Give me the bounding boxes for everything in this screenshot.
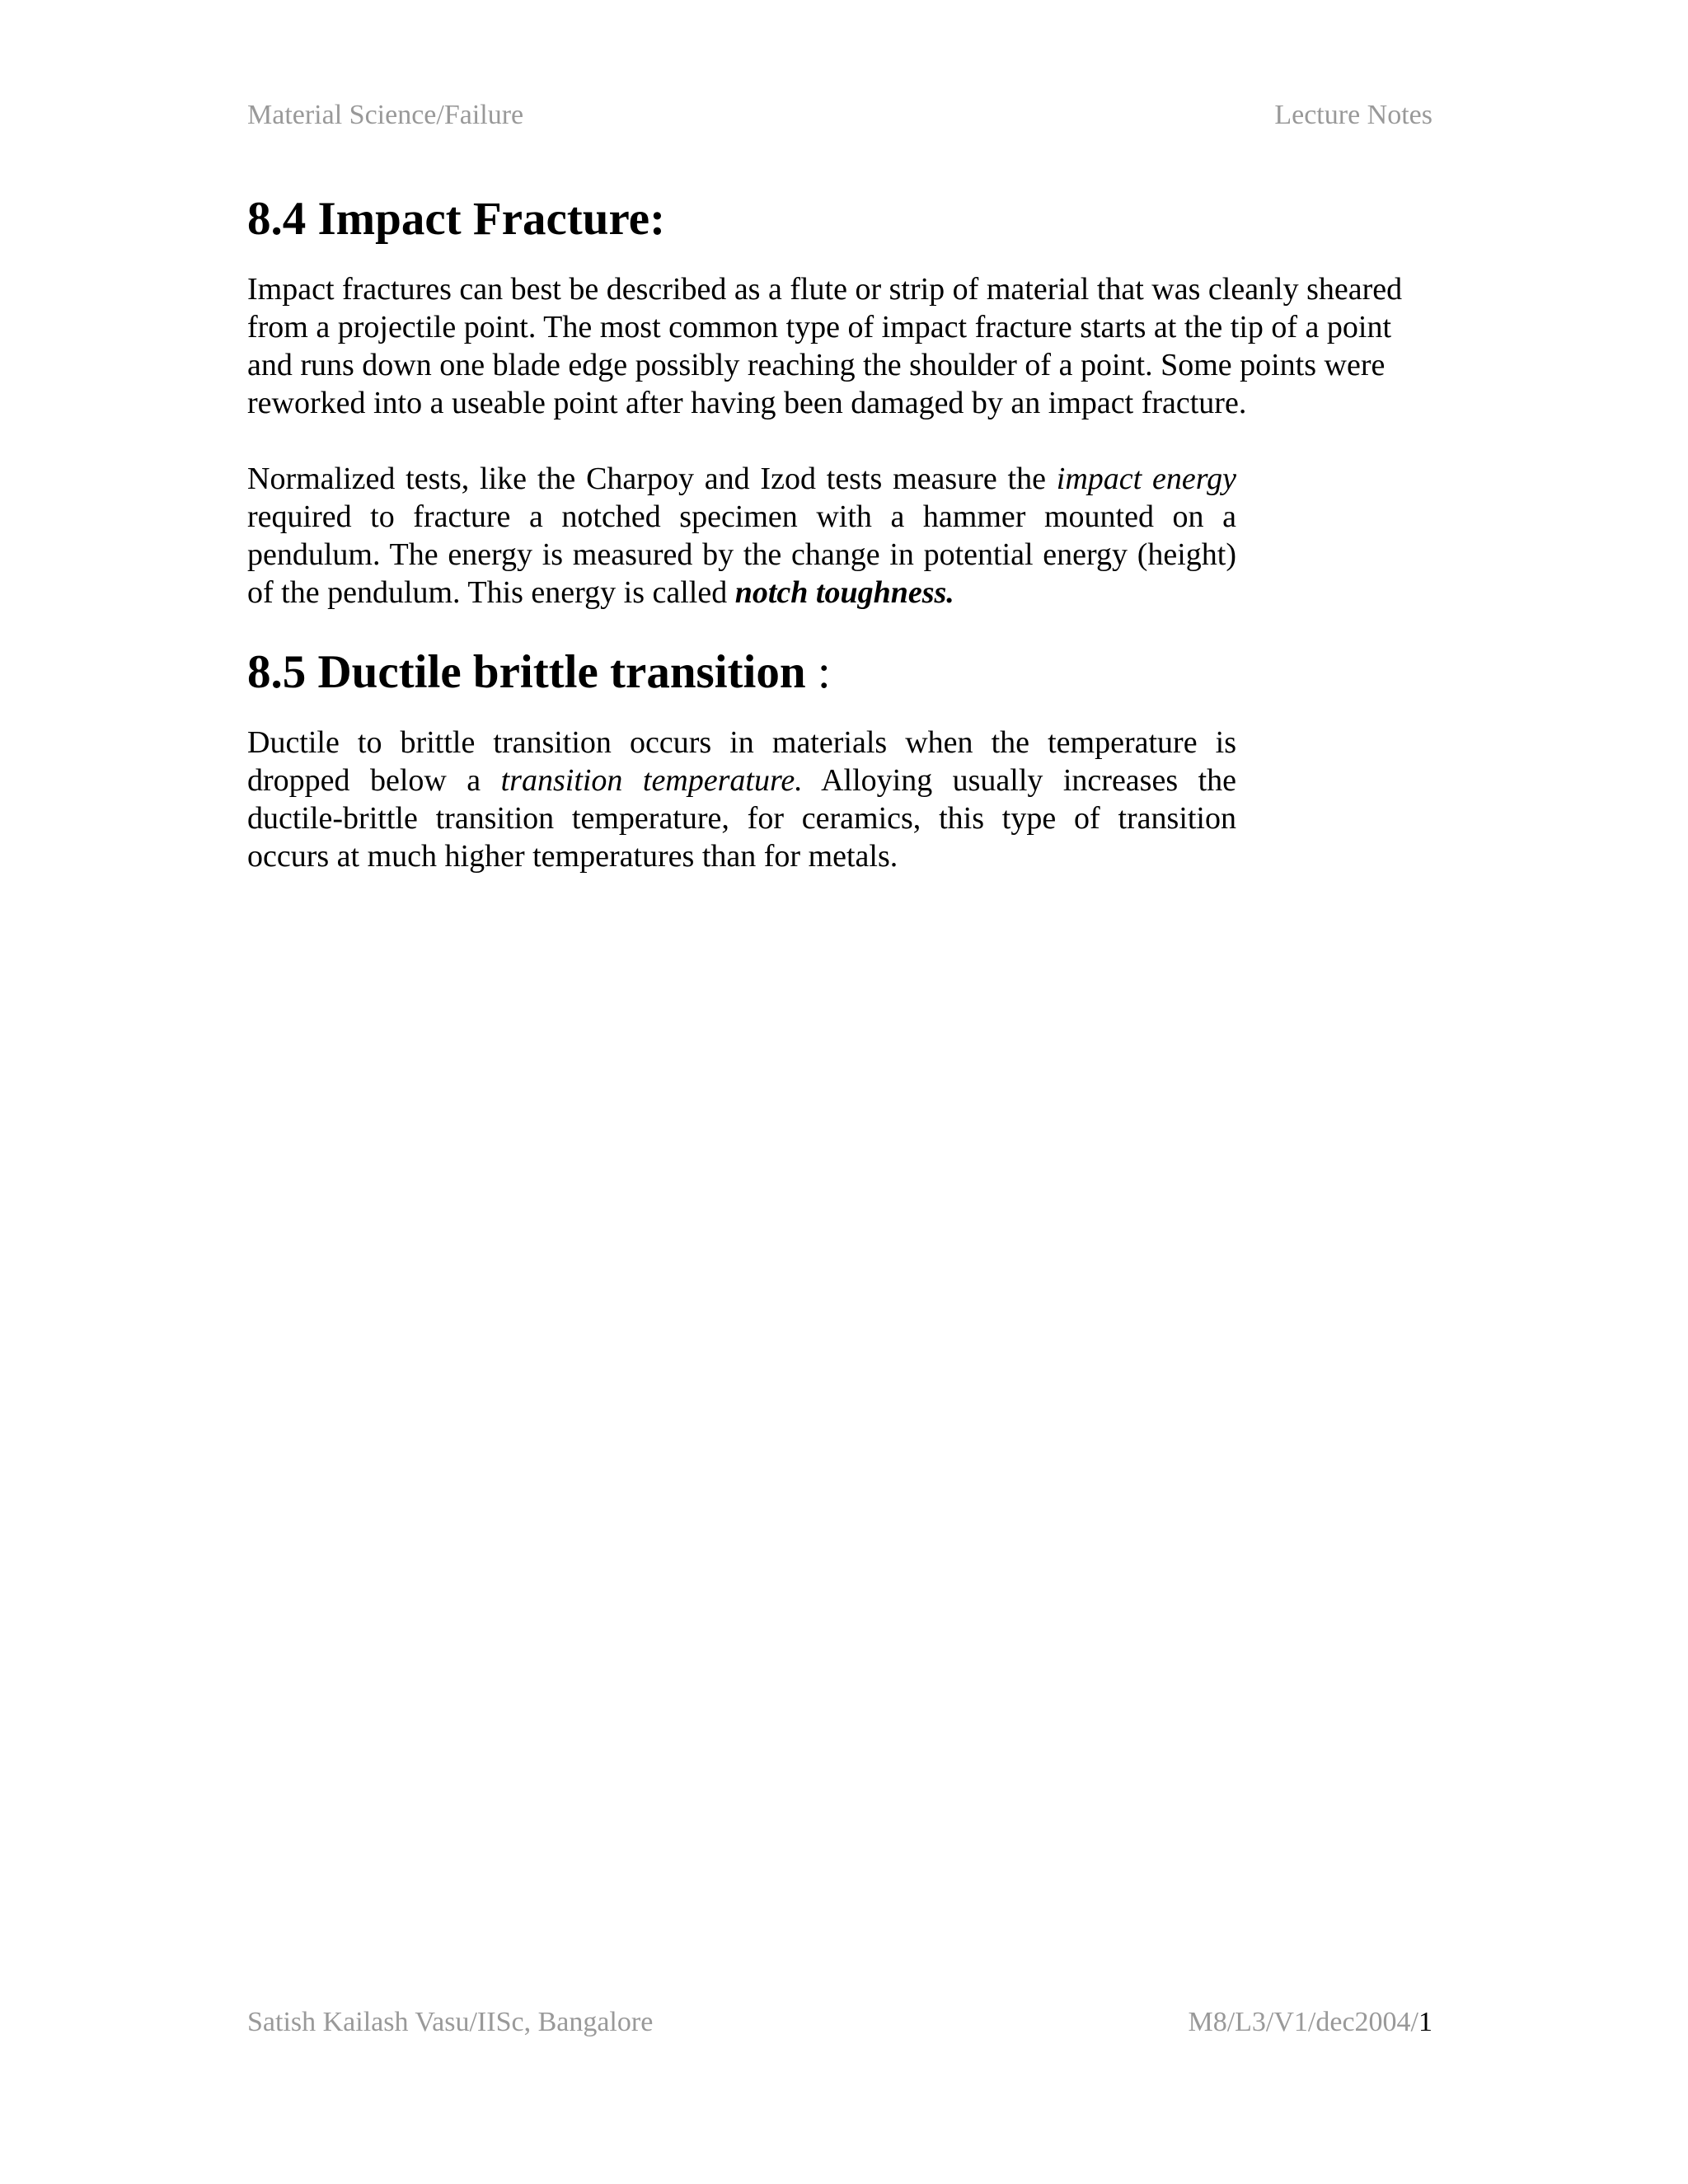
ductile-brittle-paragraph xyxy=(247,724,1236,875)
section-heading-impact-fracture: 8.4 Impact Fracture: xyxy=(247,193,666,245)
footer-doc-id xyxy=(1188,2004,1432,2041)
impact-test-text-2: required to fracture a notched specimen with a hammer mounted on a pendulum. The energy is measured by the change in potential energy (height) of the pendulum. This energy is called xyxy=(247,499,1236,610)
impact-test-text-1: Normalized tests, like the Charpoy and Izod tests measure the xyxy=(247,462,1057,496)
header-doc-type: Lecture Notes xyxy=(1274,100,1432,130)
page-footer xyxy=(247,2004,1432,2041)
page-header xyxy=(247,97,1432,134)
ductile-brittle-text-2: Alloying usually increases the ductile-brittle transition temperature, for ceramics, this type of transition occurs at much higher temperatures than for metals. xyxy=(247,763,1236,874)
footer-doc-code: M8/L3/V1/dec2004/ xyxy=(1188,2007,1418,2037)
section-heading-ductile-brittle xyxy=(247,646,1432,698)
ductile-brittle-text-1: Ductile to brittle transition occurs in materials when the temperature is dropped below a xyxy=(247,725,1236,798)
impact-fracture-paragraph: Impact fractures can best be described as a flute or strip of material that was cleanly sheared from a projectile point. The most common type of impact fracture starts at the tip of a point and runs down one blade edge possibly reaching the shoulder of a point. Some points were reworked into a useable point after having been damaged by an impact fracture. xyxy=(247,272,1403,420)
impact-energy-term: impact energy xyxy=(1056,462,1236,496)
footer-author: Satish Kailash Vasu/IISc, Bangalore xyxy=(247,2007,654,2037)
header-course-title: Material Science/Failure xyxy=(247,100,524,130)
impact-test-paragraph xyxy=(247,460,1236,612)
page-number: 1 xyxy=(1418,2007,1432,2037)
main-content xyxy=(247,193,1432,875)
notch-toughness-term: notch toughness. xyxy=(734,575,954,610)
transition-temperature-term: transition temperature. xyxy=(500,763,803,798)
ductile-brittle-heading-colon: : xyxy=(805,646,831,698)
ductile-brittle-heading-text: 8.5 Ductile brittle transition xyxy=(247,646,806,698)
